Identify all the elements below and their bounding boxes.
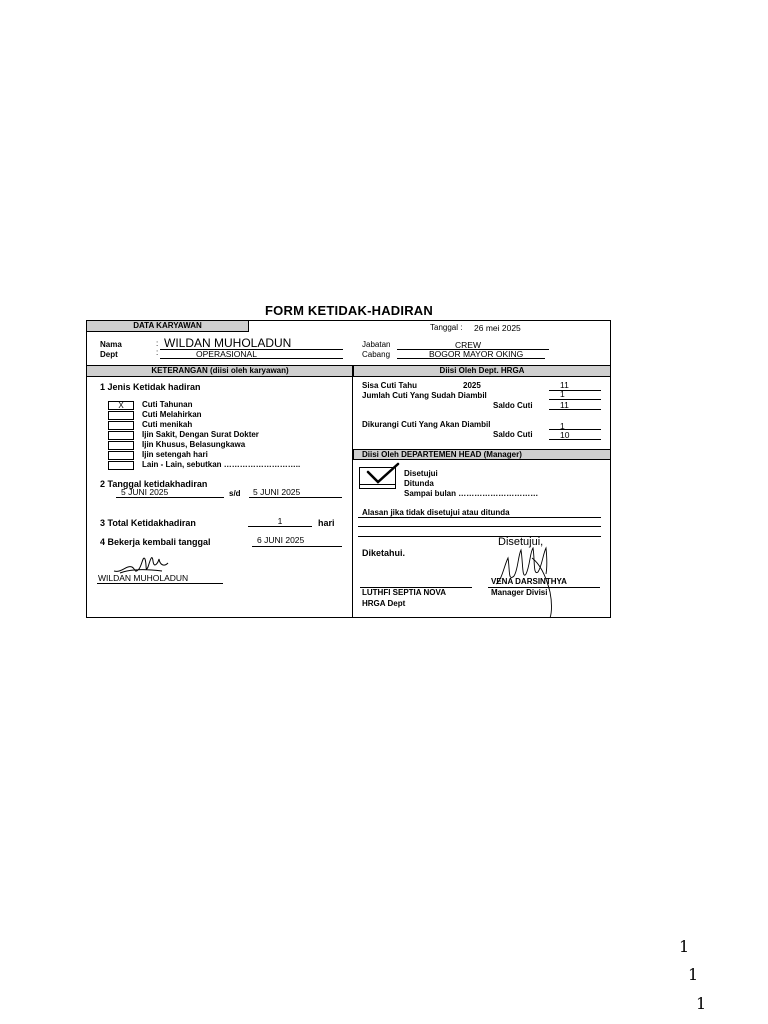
option-label: Ijin Khusus, Belasungkawa (142, 440, 246, 449)
hrga-dept: HRGA Dept (362, 599, 406, 608)
page-number: 1 (688, 965, 699, 984)
option-checkbox[interactable] (108, 421, 134, 430)
alasan-line-2 (358, 526, 601, 527)
hrga-name: LUTHFI SEPTIA NOVA (362, 588, 446, 597)
nama-colon: : (156, 339, 159, 348)
jabatan-value: CREW (455, 340, 481, 350)
option-checkbox[interactable] (108, 441, 134, 450)
dept-value: OPERASIONAL (196, 349, 257, 359)
option-checkbox[interactable] (108, 411, 134, 420)
cabang-value: BOGOR MAYOR OKING (429, 349, 524, 359)
sampai-bulan-label: Sampai bulan ………………………… (404, 489, 539, 498)
question-3: 3 Total Ketidakhadiran (100, 518, 196, 528)
dept-colon: : (156, 348, 159, 357)
option-checkbox[interactable] (108, 461, 134, 470)
nama-value: WILDAN MUHOLADUN (164, 336, 292, 350)
sisa-cuti-label: Sisa Cuti Tahu (362, 381, 417, 390)
cabang-label: Cabang (362, 350, 391, 359)
dept-label: Dept (100, 350, 118, 359)
ditunda-label: Ditunda (404, 479, 434, 488)
form-title: FORM KETIDAK-HADIRAN (265, 303, 433, 318)
total-value: 1 (277, 516, 283, 526)
date-from: 5 JUNI 2025 (121, 487, 169, 497)
option-checkbox[interactable] (108, 431, 134, 440)
saldo-box (549, 399, 601, 410)
sisa-cuti-year: 2025 (463, 381, 481, 390)
saldo2-value: 10 (560, 430, 570, 440)
jabatan-label: Jabatan (362, 340, 391, 349)
dikurangi-label: Dikurangi Cuti Yang Akan Diambil (362, 420, 491, 429)
nama-label: Nama (100, 340, 122, 349)
saldo-label: Saldo Cuti (493, 401, 533, 410)
question-1: 1 Jenis Ketidak hadiran (100, 382, 201, 392)
check-icon (366, 462, 400, 484)
alasan-label: Alasan jika tidak disetujui atau ditunda (362, 508, 510, 517)
sd-label: s/d (229, 489, 241, 498)
option-checkbox[interactable] (108, 451, 134, 460)
date-to: 5 JUNI 2025 (253, 487, 301, 497)
option-checkbox[interactable]: X (108, 401, 134, 410)
employee-name: WILDAN MUHOLADUN (98, 573, 189, 583)
tanggal-value: 26 mei 2025 (474, 323, 521, 333)
page-number: 1 (696, 994, 707, 1013)
manager-title: Manager Divisi (491, 588, 548, 597)
saldo2-label: Saldo Cuti (493, 430, 533, 439)
question-4: 4 Bekerja kembali tanggal (100, 537, 211, 547)
dikurangi-value: 1 (560, 421, 565, 431)
manager-name: VENA DARSINTHYA (491, 577, 567, 586)
disetujui-handwritten: Disetujui, (498, 536, 544, 548)
disetujui-label: Disetujui (404, 469, 438, 478)
hrga-header: Diisi Oleh Dept. HRGA (353, 365, 611, 377)
saldo-value: 11 (560, 400, 569, 410)
middle-divider (352, 365, 353, 618)
question-2: 2 Tanggal ketidakhadiran (100, 479, 208, 489)
saldo2-box (549, 429, 601, 440)
jumlah-value: 1 (560, 389, 565, 399)
page-number: 1 (679, 937, 690, 956)
sisa-value: 11 (560, 380, 569, 390)
keterangan-header: KETERANGAN (diisi oleh karyawan) (86, 365, 354, 377)
data-karyawan-header: DATA KARYAWAN (86, 320, 249, 332)
option-label: Lain - Lain, sebutkan ……………………….. (142, 460, 301, 469)
option-label: Cuti Melahirkan (142, 410, 202, 419)
option-label: Ijin setengah hari (142, 450, 208, 459)
alasan-line-1 (358, 517, 601, 518)
alasan-line-3 (358, 536, 601, 537)
tanggal-label: Tanggal : (430, 323, 463, 332)
jumlah-label: Jumlah Cuti Yang Sudah Diambil (362, 391, 487, 400)
option-label: Cuti menikah (142, 420, 193, 429)
option-label: Cuti Tahunan (142, 400, 193, 409)
option-label: Ijin Sakit, Dengan Surat Dokter (142, 430, 259, 439)
hari-label: hari (318, 518, 335, 528)
diketahui-label: Diketahui. (362, 548, 406, 558)
return-date: 6 JUNI 2025 (257, 535, 305, 545)
dept-head-header: Diisi Oleh DEPARTEMEN HEAD (Manager) (353, 449, 611, 460)
